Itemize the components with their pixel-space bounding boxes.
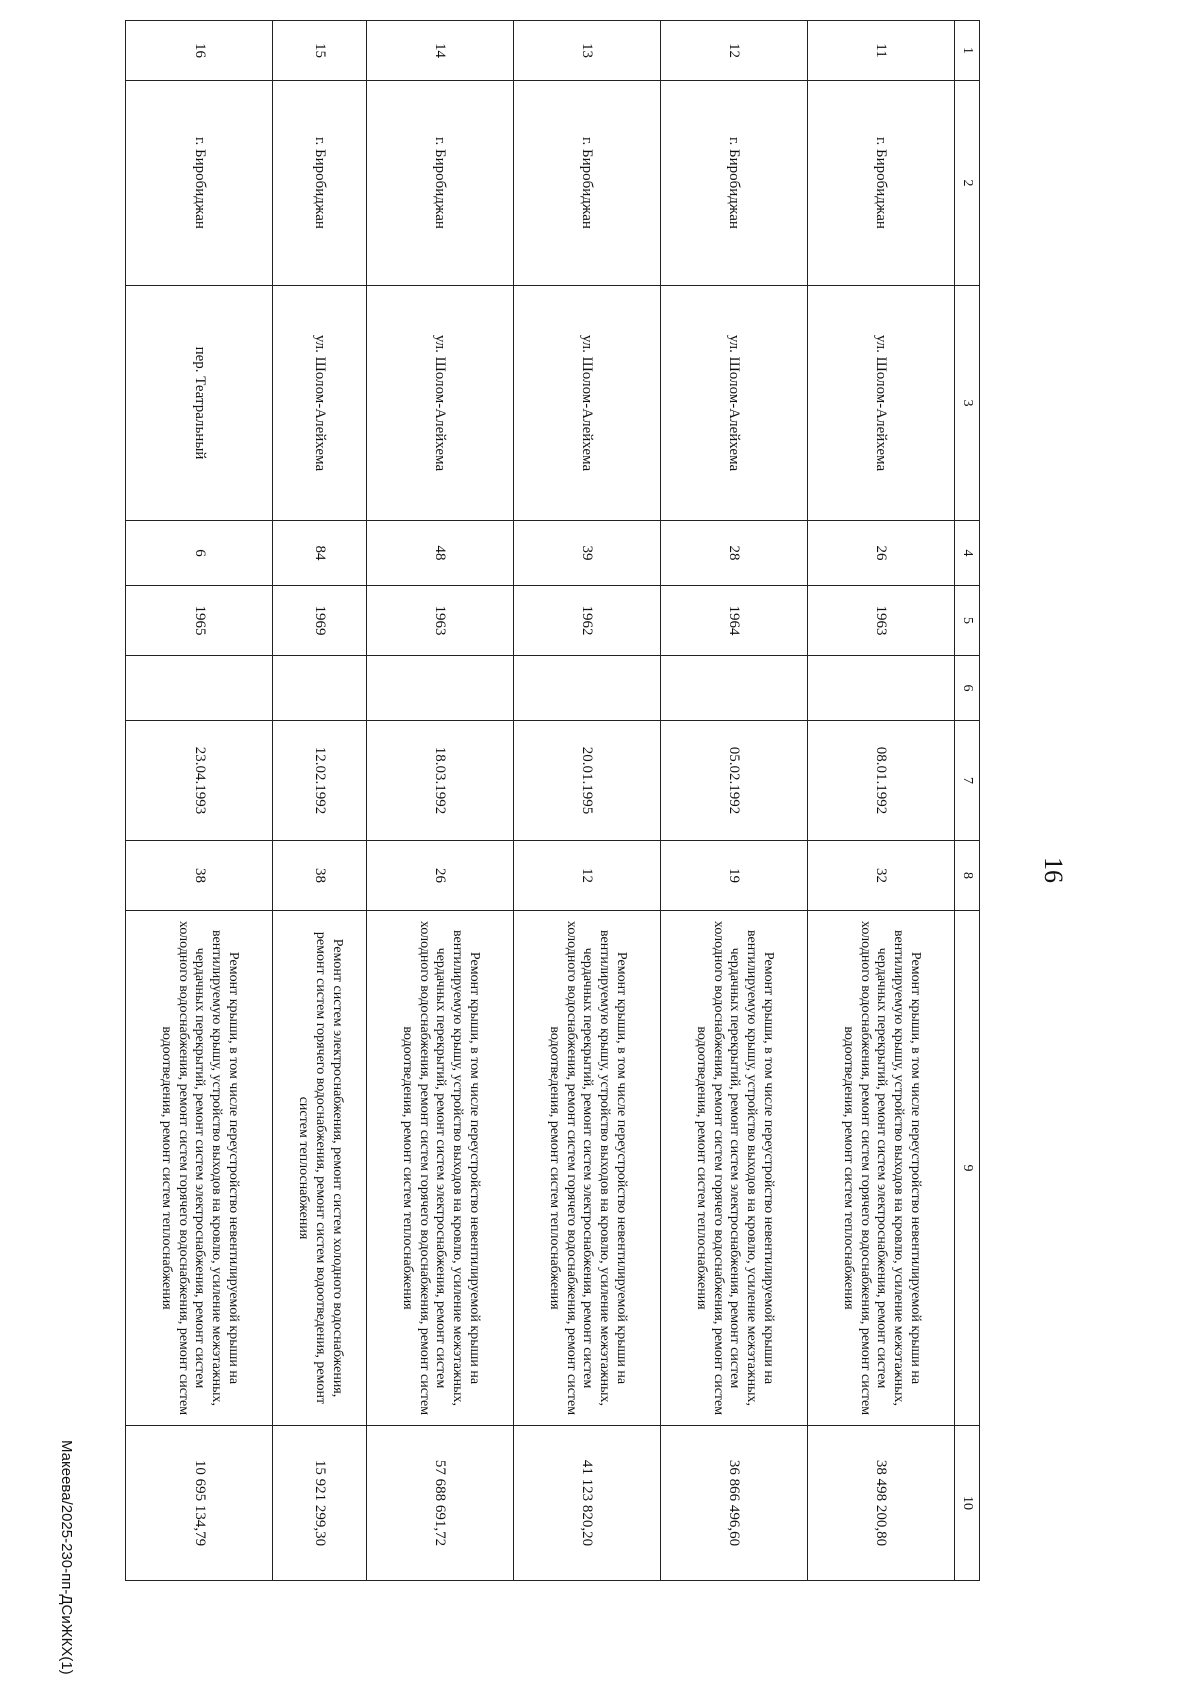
row-number: 15	[273, 21, 367, 81]
city-cell: г. Биробиджан	[660, 81, 807, 286]
table-row	[660, 21, 807, 1581]
column-8-cell: 32	[807, 841, 954, 911]
date-cell: 05.02.1992	[660, 721, 807, 841]
cost-cell: 41 123 820,20	[513, 1426, 660, 1581]
column-number: 4	[955, 521, 980, 586]
street-cell: ул. Шолом-Алейхема	[273, 286, 367, 521]
cost-cell: 36 866 496,60	[660, 1426, 807, 1581]
year-built-cell: 1965	[126, 586, 273, 656]
house-number-cell: 28	[660, 521, 807, 586]
house-number-cell: 6	[126, 521, 273, 586]
year-built-cell: 1963	[366, 586, 513, 656]
column-number: 9	[955, 911, 980, 1426]
column-8-cell: 26	[366, 841, 513, 911]
table-row	[513, 21, 660, 1581]
column-number-row	[955, 21, 980, 1581]
cost-cell: 57 688 691,72	[366, 1426, 513, 1581]
table-row	[807, 21, 954, 1581]
document-reference: Макеева/2025-230-пп-ДСиЖКХ(1)	[58, 1440, 75, 1675]
year-built-cell: 1969	[273, 586, 367, 656]
house-number-cell: 84	[273, 521, 367, 586]
works-description-cell: Ремонт систем электроснабжения, ремонт систем холодного водоснабжения, ремонт систем горячего водоснабжения, ремонт систем водоотведения, ремонт систем теплоснабжения	[273, 911, 367, 1426]
street-cell: пер. Театральный	[126, 286, 273, 521]
works-description-cell: Ремонт крыши, в том числе переустройство невентилируемой крыши на вентилируемую крышу, устройство выходов на кровлю, усиление межэтажных, чердачных перекрытий, ремонт систем электроснабжения, ремонт систем холодного водоснабжения, ремонт систем горячего водоснабжения, ремонт систем водоотведения, ремонт систем теплоснабжения	[366, 911, 513, 1426]
column-8-cell: 38	[126, 841, 273, 911]
column-6-cell	[126, 656, 273, 721]
column-6-cell	[807, 656, 954, 721]
cost-cell: 15 921 299,30	[273, 1426, 367, 1581]
column-number: 6	[955, 656, 980, 721]
city-cell: г. Биробиджан	[273, 81, 367, 286]
column-number: 3	[955, 286, 980, 521]
table-row	[126, 21, 273, 1581]
street-cell: ул. Шолом-Алейхема	[660, 286, 807, 521]
year-built-cell: 1962	[513, 586, 660, 656]
city-cell: г. Биробиджан	[807, 81, 954, 286]
street-cell: ул. Шолом-Алейхема	[513, 286, 660, 521]
column-6-cell	[513, 656, 660, 721]
city-cell: г. Биробиджан	[126, 81, 273, 286]
column-8-cell: 12	[513, 841, 660, 911]
column-number: 7	[955, 721, 980, 841]
column-6-cell	[366, 656, 513, 721]
year-built-cell: 1964	[660, 586, 807, 656]
column-8-cell: 38	[273, 841, 367, 911]
column-8-cell: 19	[660, 841, 807, 911]
column-6-cell	[273, 656, 367, 721]
date-cell: 23.04.1993	[126, 721, 273, 841]
house-number-cell: 26	[807, 521, 954, 586]
year-built-cell: 1963	[807, 586, 954, 656]
row-number: 16	[126, 21, 273, 81]
row-number: 13	[513, 21, 660, 81]
street-cell: ул. Шолом-Алейхема	[366, 286, 513, 521]
cost-cell: 10 695 134,79	[126, 1426, 273, 1581]
column-number: 10	[955, 1426, 980, 1581]
city-cell: г. Биробиджан	[366, 81, 513, 286]
cost-cell: 38 498 200,80	[807, 1426, 954, 1581]
column-number: 2	[955, 81, 980, 286]
date-cell: 18.03.1992	[366, 721, 513, 841]
date-cell: 12.02.1992	[273, 721, 367, 841]
house-number-cell: 39	[513, 521, 660, 586]
street-cell: ул. Шолом-Алейхема	[807, 286, 954, 521]
column-number: 8	[955, 841, 980, 911]
works-description-cell: Ремонт крыши, в том числе переустройство невентилируемой крыши на вентилируемую крышу, устройство выходов на кровлю, усиление межэтажных, чердачных перекрытий, ремонт систем электроснабжения, ремонт систем холодного водоснабжения, ремонт систем горячего водоснабжения, ремонт систем водоотведения, ремонт систем теплоснабжения	[807, 911, 954, 1426]
column-number: 1	[955, 21, 980, 81]
column-6-cell	[660, 656, 807, 721]
works-description-cell: Ремонт крыши, в том числе переустройство невентилируемой крыши на вентилируемую крышу, устройство выходов на кровлю, усиление межэтажных, чердачных перекрытий, ремонт систем электроснабжения, ремонт систем холодного водоснабжения, ремонт систем горячего водоснабжения, ремонт систем водоотведения, ремонт систем теплоснабжения	[660, 911, 807, 1426]
row-number: 12	[660, 21, 807, 81]
table-row	[273, 21, 367, 1581]
column-number: 5	[955, 586, 980, 656]
row-number: 11	[807, 21, 954, 81]
works-description-cell: Ремонт крыши, в том числе переустройство невентилируемой крыши на вентилируемую крышу, устройство выходов на кровлю, усиление межэтажных, чердачных перекрытий, ремонт систем электроснабжения, ремонт систем холодного водоснабжения, ремонт систем горячего водоснабжения, ремонт систем водоотведения, ремонт систем теплоснабжения	[126, 911, 273, 1426]
date-cell: 20.01.1995	[513, 721, 660, 841]
rotated-table-container	[125, 20, 980, 1580]
city-cell: г. Биробиджан	[513, 81, 660, 286]
date-cell: 08.01.1992	[807, 721, 954, 841]
works-description-cell: Ремонт крыши, в том числе переустройство невентилируемой крыши на вентилируемую крышу, устройство выходов на кровлю, усиление межэтажных, чердачных перекрытий, ремонт систем электроснабжения, ремонт систем холодного водоснабжения, ремонт систем горячего водоснабжения, ремонт систем водоотведения, ремонт систем теплоснабжения	[513, 911, 660, 1426]
page-number: 16	[1039, 857, 1068, 883]
row-number: 14	[366, 21, 513, 81]
repair-program-table	[125, 20, 980, 1581]
table-row	[366, 21, 513, 1581]
house-number-cell: 48	[366, 521, 513, 586]
